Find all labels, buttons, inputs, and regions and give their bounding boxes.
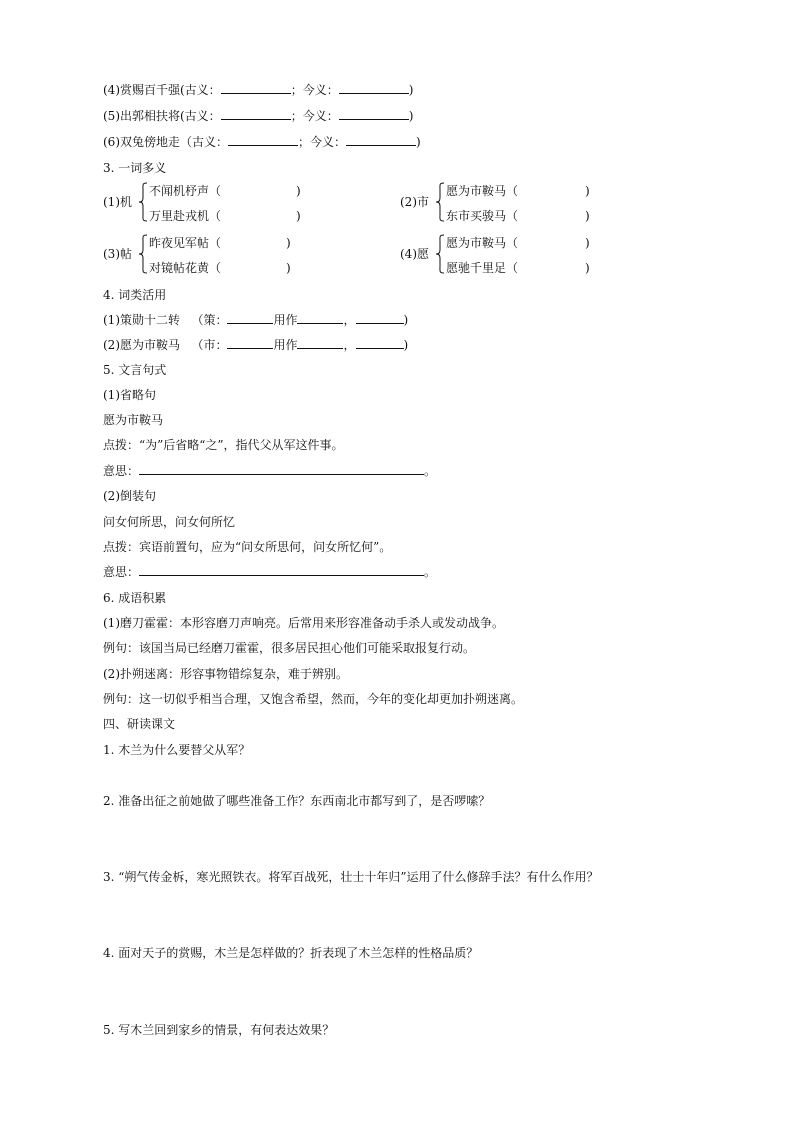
subsection-title: (2)倒装句 <box>103 489 156 503</box>
used-as-label: 用作 <box>273 313 298 327</box>
polysemy-group-4 <box>400 233 630 275</box>
polysemy-item: 昨夜见军帖（ <box>149 236 222 250</box>
close-paren: ) <box>286 236 291 250</box>
paren-label: （策： <box>191 313 228 327</box>
brace-icon <box>435 182 445 222</box>
brace-icon <box>138 234 148 274</box>
word-class-item-1 <box>103 312 408 328</box>
question: 1. 木兰为什么要替父从军？ <box>103 743 251 757</box>
answer-blank[interactable] <box>227 312 273 324</box>
section-title: 6. 成语积累 <box>103 591 167 605</box>
ancient-label: (古义： <box>180 109 221 123</box>
polysemy-item: 愿为市鞍马（ <box>446 184 519 198</box>
answer-blank[interactable] <box>339 82 409 94</box>
answer-blank[interactable] <box>339 108 409 120</box>
phrase: (6)双兔傍地走 <box>103 135 180 149</box>
answer-blank[interactable] <box>356 312 404 324</box>
answer-blank[interactable] <box>356 337 404 349</box>
polysemy-word: (3)帖 <box>103 247 132 261</box>
polysemy-item: 对镜帖花黄（ <box>149 261 222 275</box>
polysemy-group-2 <box>400 181 630 223</box>
answer-blank[interactable] <box>297 312 343 324</box>
polysemy-item: 愿驰千里足（ <box>446 261 519 275</box>
answer-blank[interactable] <box>221 82 291 94</box>
question: 5. 写木兰回到家乡的情景，有何表达效果？ <box>103 1023 335 1037</box>
polysemy-group-1 <box>103 181 333 223</box>
close-paren: ) <box>585 184 590 198</box>
period: 。 <box>424 464 437 478</box>
polysemy-item: 东市买骏马（ <box>446 209 519 223</box>
phrase: (2)愿为市鞍马 <box>103 338 180 352</box>
ancient-label: (古义： <box>180 83 221 97</box>
section-title: 四、研读课文 <box>103 717 176 731</box>
polysemy-item: 不闻机杼声（ <box>149 184 222 198</box>
question: 3. “朔气传金柝，寒光照铁衣。将军百战死，壮士十年归”运用了什么修辞手法？有什么作用？ <box>103 870 599 884</box>
answer-blank[interactable] <box>139 463 424 475</box>
answer-blank[interactable] <box>139 564 424 576</box>
section-title: 3. 一词多义 <box>103 161 167 175</box>
meaning-label: 意思： <box>103 565 140 579</box>
close-paren: ) <box>403 313 409 327</box>
answer-blank[interactable] <box>221 108 291 120</box>
close-paren: ) <box>296 209 301 223</box>
question: 4. 面对天子的赏赐，木兰是怎样做的？折表现了木兰怎样的性格品质？ <box>103 946 479 960</box>
example-sentence: 愿为市鞍马 <box>103 413 164 427</box>
polysemy-item: 万里赴戎机（ <box>149 209 222 223</box>
example-sentence: 问女何所思，问女何所忆 <box>103 515 236 529</box>
idiom-definition: (2)扑朔迷离：形容事物错综复杂，难于辨别。 <box>103 667 348 681</box>
period: 。 <box>424 565 437 579</box>
polysemy-word: (4)愿 <box>400 247 429 261</box>
idiom-example: 例句：这一切似乎相当合理，又饱含希望，然而，今年的变化却更加扑朔迷离。 <box>103 692 524 706</box>
idiom-definition: (1)磨刀霍霍：本形容磨刀声响亮。后常用来形容准备动手杀人或发动战争。 <box>103 616 505 630</box>
close-paren: ) <box>403 338 409 352</box>
question: 2. 准备出征之前她做了哪些准备工作？东西南北市都写到了，是否啰嗦？ <box>103 794 491 808</box>
section-title: 4. 词类活用 <box>103 288 167 302</box>
answer-blank[interactable] <box>346 134 416 146</box>
close-paren: ) <box>585 236 590 250</box>
answer-blank[interactable] <box>227 337 273 349</box>
close-paren: ) <box>585 261 590 275</box>
ancient-modern-line-5 <box>103 108 413 124</box>
polysemy-word: (1)机 <box>103 195 132 209</box>
polysemy-word: (2)市 <box>400 195 429 209</box>
ancient-modern-line-4 <box>103 82 413 98</box>
brace-icon <box>435 234 445 274</box>
subsection-title: (1)省略句 <box>103 388 156 402</box>
meaning-line <box>103 564 436 580</box>
comma: ， <box>343 338 356 352</box>
paren-label: （市： <box>191 338 228 352</box>
meaning-line <box>103 463 436 479</box>
brace-icon <box>138 182 148 222</box>
close-paren: ) <box>408 83 414 97</box>
phrase: (5)出郭相扶将 <box>103 109 180 123</box>
meaning-label: 意思： <box>103 464 140 478</box>
close-paren: ) <box>416 135 421 149</box>
phrase: (4)赏赐百千强 <box>103 83 180 97</box>
close-paren: ) <box>408 109 414 123</box>
section-title: 5. 文言句式 <box>103 363 167 377</box>
modern-label: ；今义： <box>290 109 339 123</box>
modern-label: ；今义： <box>298 135 347 149</box>
used-as-label: 用作 <box>273 338 298 352</box>
close-paren: ) <box>296 184 301 198</box>
ancient-label: （古义： <box>180 135 229 149</box>
answer-blank[interactable] <box>228 134 298 146</box>
hint-note: 点拨：宾语前置句，应为“问女所思何，问女所忆何”。 <box>103 540 392 554</box>
close-paren: ) <box>286 261 291 275</box>
polysemy-item: 愿为市鞍马（ <box>446 236 519 250</box>
answer-blank[interactable] <box>297 337 343 349</box>
word-class-item-2 <box>103 337 408 353</box>
close-paren: ) <box>585 209 590 223</box>
idiom-example: 例句：该国当局已经磨刀霍霍，很多居民担心他们可能采取报复行动。 <box>103 641 476 655</box>
comma: ， <box>343 313 356 327</box>
ancient-modern-line-6 <box>103 134 421 150</box>
hint-note: 点拨：“为”后省略“之”，指代父从军这件事。 <box>103 438 344 452</box>
polysemy-group-3 <box>103 233 333 275</box>
modern-label: ；今义： <box>290 83 339 97</box>
phrase: (1)策勋十二转 <box>103 313 180 327</box>
